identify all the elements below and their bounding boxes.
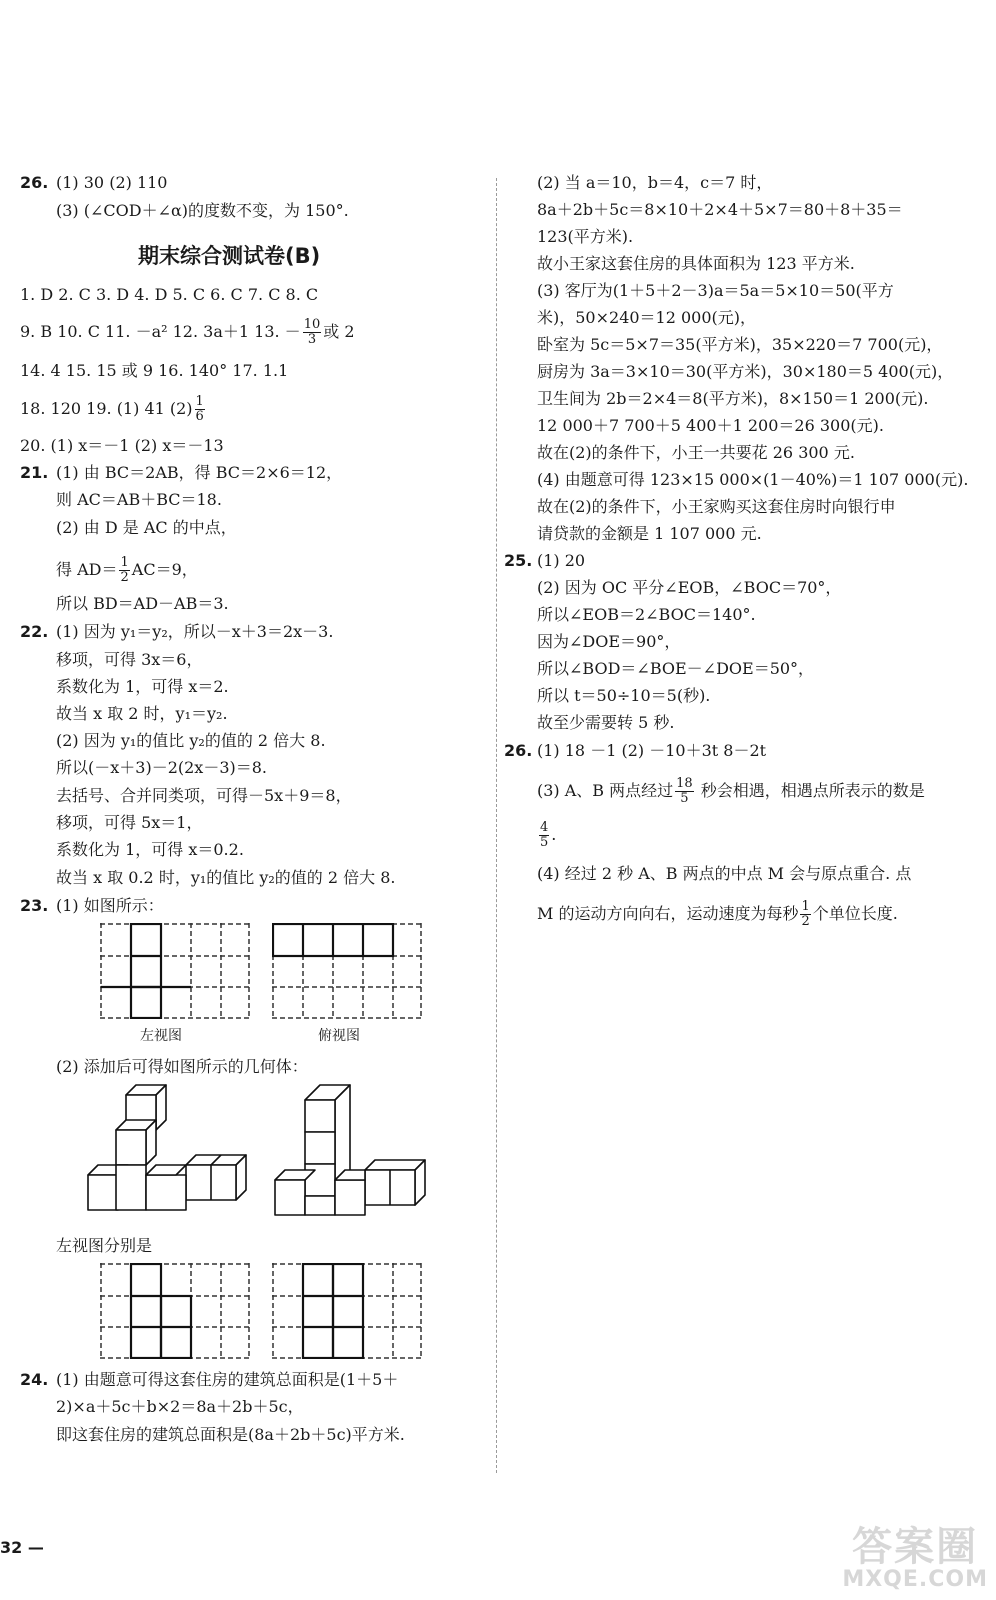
q26-answer-3: (3) (∠COD＋∠α)的度数不变，为 150°. xyxy=(56,201,349,220)
answers-9-13 xyxy=(20,318,355,347)
answers-18-19 xyxy=(20,395,207,424)
q26b-line-3-b: . xyxy=(551,825,557,844)
q21-number: 21. xyxy=(20,463,49,482)
q24-line-4: (2) 当 a＝10，b＝4，c＝7 时， xyxy=(537,173,773,192)
column-divider xyxy=(496,178,497,1473)
page-number: 32 — xyxy=(0,1538,44,1557)
q24-line-2: 2)×a＋5c＋b×2＝8a＋2b＋5c， xyxy=(56,1397,304,1416)
q23-line-1: (1) 如图所示： xyxy=(56,896,164,915)
fraction-numerator: 4 xyxy=(540,820,549,835)
answers-9-13-text: 9. B 10. C 11. －a² 12. 3a＋1 13. － xyxy=(20,322,301,341)
q24-line-6: 123(平方米). xyxy=(537,227,634,246)
answers-14-17: 14. 4 15. 15 或 9 16. 140° 17. 1.1 xyxy=(20,361,289,380)
q26b-number: 26. xyxy=(504,741,533,760)
q26b-line-2-a: (3) A、B 两点经过 xyxy=(537,781,674,800)
fraction-denominator: 6 xyxy=(195,409,204,424)
q21-line-4 xyxy=(56,556,198,585)
q22-line-7: 去括号、合并同类项，可得－5x＋9＝8， xyxy=(56,786,352,805)
answers-18-19-text: 18. 120 19. (1) 41 (2) xyxy=(20,399,193,418)
fraction-denominator: 5 xyxy=(680,791,689,806)
q22-line-8: 移项，可得 5x＝1， xyxy=(56,813,203,832)
q24-line-7: 故小王家这套住房的具体面积为 123 平方米. xyxy=(537,254,855,273)
fraction-1-2 xyxy=(119,556,129,585)
fraction-numerator: 10 xyxy=(303,317,321,332)
q24-line-5: 8a＋2b＋5c＝8×10＋2×4＋5×7＝80＋8＋35＝ xyxy=(537,200,903,219)
fraction-denominator: 3 xyxy=(307,332,317,347)
q24-line-16: 故在(2)的条件下，小王家购买这套住房时向银行申 xyxy=(537,497,896,516)
q25-line-3: 所以∠EOB＝2∠BOC＝140°. xyxy=(537,605,756,624)
q26b-line-5-b: 个单位长度. xyxy=(812,904,898,923)
q26b-line-5-a: M 的运动方向向右，运动速度为每秒 xyxy=(537,904,799,923)
q23-number: 23. xyxy=(20,896,49,915)
q21-line-3: (2) 由 D 是 AC 的中点， xyxy=(56,518,237,537)
choice-answers-1-8: 1. D 2. C 3. D 4. D 5. C 6. C 7. C 8. C xyxy=(20,285,319,304)
q25-number: 25. xyxy=(504,551,533,570)
q24-line-3: 即这套住房的建筑总面积是(8a＋2b＋5c)平方米. xyxy=(56,1425,405,1444)
q22-line-5: (2) 因为 y₁的值比 y₂的值的 2 倍大 8. xyxy=(56,731,326,750)
fraction-1-2-b xyxy=(800,900,810,929)
fraction-4-5 xyxy=(539,821,549,850)
fraction-18-5 xyxy=(675,777,694,806)
solid-figure-1 xyxy=(86,1080,256,1220)
top-view-caption: 俯视图 xyxy=(318,1028,360,1044)
q25-line-1: (1) 20 xyxy=(537,551,586,570)
q25-line-5: 所以∠BOD＝∠BOE－∠DOE＝50°， xyxy=(537,659,815,678)
q26b-line-1: (1) 18 －1 (2) －10＋3t 8－2t xyxy=(537,741,767,760)
q26-number: 26. xyxy=(20,173,49,192)
q24-line-11: 厨房为 3a＝3×10＝30(平方米)，30×180＝5 400(元)， xyxy=(537,362,954,381)
fraction-numerator: 1 xyxy=(801,899,810,914)
q24-line-15: (4) 由题意可得 123×15 000×(1－40%)＝1 107 000(元). xyxy=(537,470,969,489)
fraction-denominator: 2 xyxy=(120,570,129,585)
watermark-line-1: 答案圈 xyxy=(852,1524,979,1570)
q22-number: 22. xyxy=(20,622,49,641)
fraction-10-3 xyxy=(303,318,322,347)
q25-line-4: 因为∠DOE＝90°， xyxy=(537,632,681,651)
q23-line-2: (2) 添加后可得如图所示的几何体： xyxy=(56,1057,308,1076)
q20-answer: 20. (1) x＝－1 (2) x＝－13 xyxy=(20,436,224,455)
q21-line-4-a: 得 AD＝ xyxy=(56,560,118,579)
q26b-line-2-b: 秒会相遇，相遇点所表示的数是 xyxy=(695,781,925,800)
q24-line-8: (3) 客厅为(1＋5＋2－3)a＝5a＝5×10＝50(平方 xyxy=(537,281,894,300)
q25-line-7: 故至少需要转 5 秒. xyxy=(537,713,675,732)
fraction-denominator: 2 xyxy=(801,914,810,929)
q22-line-6: 所以(－x＋3)－2(2x－3)＝8. xyxy=(56,758,268,777)
top-view-grid xyxy=(272,923,422,1019)
watermark-logo xyxy=(842,1526,988,1592)
q24-number: 24. xyxy=(20,1370,49,1389)
left-view-grid-option-2 xyxy=(272,1263,422,1359)
answers-13-tail: 或 2 xyxy=(323,322,355,341)
q24-line-9: 米)，50×240＝12 000(元)， xyxy=(537,308,757,327)
watermark-line-2: MXQE.COM xyxy=(842,1567,988,1592)
q24-line-13: 12 000＋7 700＋5 400＋1 200＝26 300(元). xyxy=(537,416,884,435)
q22-line-10: 故当 x 取 0.2 时，y₁的值比 y₂的值的 2 倍大 8. xyxy=(56,868,396,887)
fraction-1-6 xyxy=(195,395,205,424)
q22-line-9: 系数化为 1，可得 x＝0.2. xyxy=(56,840,244,859)
q26b-line-3 xyxy=(537,821,556,850)
q22-line-3: 系数化为 1，可得 x＝2. xyxy=(56,677,229,696)
q23-line-3: 左视图分别是 xyxy=(56,1236,153,1255)
left-view-grid-option-1 xyxy=(100,1263,250,1359)
exam-title: 期末综合测试卷(B) xyxy=(138,244,321,268)
solid-figure-2 xyxy=(270,1080,440,1230)
left-view-grid xyxy=(100,923,250,1019)
q26b-line-4: (4) 经过 2 秒 A、B 两点的中点 M 会与原点重合. 点 xyxy=(537,864,912,883)
fraction-numerator: 18 xyxy=(676,776,693,791)
fraction-numerator: 1 xyxy=(195,394,204,409)
q22-line-1: (1) 因为 y₁＝y₂，所以－x＋3＝2x－3. xyxy=(56,622,334,641)
q25-line-6: 所以 t＝50÷10＝5(秒). xyxy=(537,686,711,705)
q24-line-1: (1) 由题意可得这套住房的建筑总面积是(1＋5＋ xyxy=(56,1370,399,1389)
q24-line-10: 卧室为 5c＝5×7＝35(平方米)，35×220＝7 700(元)， xyxy=(537,335,943,354)
q24-line-14: 故在(2)的条件下，小王一共要花 26 300 元. xyxy=(537,443,855,462)
q26-answer-1-2: (1) 30 (2) 110 xyxy=(56,173,168,192)
q24-line-12: 卫生间为 2b＝2×4＝8(平方米)，8×150＝1 200(元). xyxy=(537,389,929,408)
q22-line-2: 移项，可得 3x＝6， xyxy=(56,650,203,669)
fraction-denominator: 5 xyxy=(540,835,549,850)
q25-line-2: (2) 因为 OC 平分∠EOB，∠BOC＝70°， xyxy=(537,578,842,597)
q21-line-2: 则 AC＝AB＋BC＝18. xyxy=(56,490,222,509)
q21-line-5: 所以 BD＝AD－AB＝3. xyxy=(56,594,229,613)
q26b-line-5 xyxy=(537,900,898,929)
q21-line-4-b: AC＝9， xyxy=(131,560,198,579)
fraction-numerator: 1 xyxy=(120,555,129,570)
left-view-caption: 左视图 xyxy=(140,1028,182,1044)
q22-line-4: 故当 x 取 2 时，y₁＝y₂. xyxy=(56,704,228,723)
q21-line-1: (1) 由 BC＝2AB，得 BC＝2×6＝12， xyxy=(56,463,343,482)
q26b-line-2 xyxy=(537,777,925,806)
q24-line-17: 请贷款的金额是 1 107 000 元. xyxy=(537,524,762,543)
